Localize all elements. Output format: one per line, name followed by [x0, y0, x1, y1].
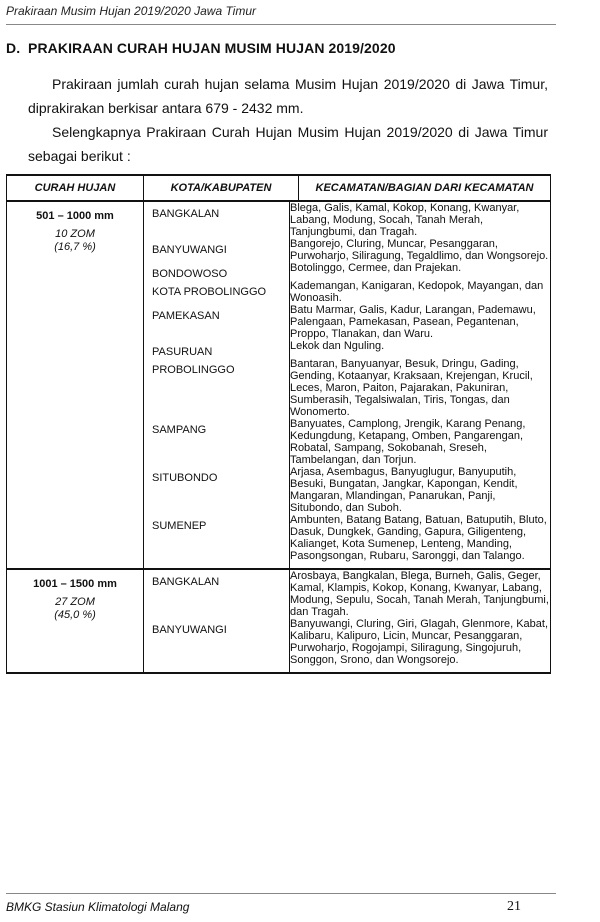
section-heading [6, 40, 396, 56]
rainfall-group-row [7, 201, 551, 569]
regency-name: PASURUAN [144, 340, 290, 358]
header-kota-kabupaten: KOTA/KABUPATEN [144, 175, 299, 201]
page-number: 21 [507, 899, 521, 914]
table-row [144, 358, 550, 418]
district-list: Banyuwangi, Cluring, Giri, Glagah, Glenmore, Kabat, Kalibaru, Kalipuro, Licin, Muncar, Pesanggaran, Purwoharjo, Rogojampi, Siliragung, Singojuruh, Songgon, Srono, dan Wongsorejo. [290, 618, 549, 666]
followup-paragraph-text: Selengkapnya Prakiraan Curah Hujan Musim Hujan 2019/2020 di Jawa Timur sebagai berikut : [28, 124, 548, 164]
spacer-divider [144, 562, 290, 568]
regency-name: BONDOWOSO [144, 262, 290, 280]
footer-rule [6, 893, 556, 894]
table-row [144, 340, 550, 358]
rainfall-range: 501 – 1000 mm [36, 210, 114, 222]
followup-paragraph [28, 120, 548, 168]
zom-percent: (45,0 %) [54, 609, 96, 621]
header-rule [6, 24, 556, 25]
row-spacer [144, 666, 550, 672]
table-row [144, 262, 550, 280]
regency-name: PROBOLINGGO [144, 358, 290, 418]
regency-district-cell [144, 569, 551, 673]
section-letter: D. [6, 40, 21, 56]
district-list: Bantaran, Banyuanyar, Besuk, Dringu, Gading, Gending, Kotaanyar, Kraksaan, Krejengan, Krucil, Leces, Maron, Paiton, Pajarakan, Pakuniran, Sumberasih, Tegalsiwalan, Tiris, Tongas, dan Wonomerto. [290, 358, 533, 418]
header-kecamatan: KECAMATAN/BAGIAN DARI KECAMATAN [299, 175, 551, 201]
table-row [144, 280, 550, 304]
regency-name: SITUBONDO [144, 466, 290, 514]
footer-institution: BMKG Stasiun Klimatologi Malang [6, 900, 190, 914]
regency-name: BANGKALAN [144, 570, 290, 618]
spacer-divider [144, 666, 290, 672]
district-list: Botolinggo, Cermee, dan Prajekan. [290, 262, 462, 274]
regency-name: BANGKALAN [144, 202, 290, 238]
district-list: Lekok dan Nguling. [290, 340, 385, 352]
regency-name: SAMPANG [144, 418, 290, 466]
regency-name: BANYUWANGI [144, 618, 290, 666]
rainfall-table [6, 174, 551, 674]
district-list: Bangorejo, Cluring, Muncar, Pesanggaran, Purwoharjo, Siliragung, Tegaldlimo, dan Wongsorejo. [290, 238, 549, 262]
district-list: Batu Marmar, Galis, Kadur, Larangan, Pademawu, Palengaan, Pamekasan, Pasean, Pegantenan, Proppo, Tlanakan, dan Waru. [290, 304, 536, 340]
row-spacer [144, 562, 550, 568]
regency-name: PAMEKASAN [144, 304, 290, 340]
table-row [144, 618, 550, 666]
district-list: Arosbaya, Bangkalan, Blega, Burneh, Galis, Geger, Kamal, Klampis, Kokop, Konang, Kwanyar, Labang, Modung, Sepulu, Socah, Tanah Merah, Tanjungbumi, dan Tragah. [290, 570, 549, 618]
rainfall-range-cell [7, 201, 144, 569]
district-list: Arjasa, Asembagus, Banyuglugur, Banyuputih, Besuki, Bungatan, Jangkar, Kapongan, Kendit, Mangaran, Mlandingan, Panarukan, Panji, Situbondo, dan Suboh. [290, 466, 518, 514]
district-list: Blega, Galis, Kamal, Kokop, Konang, Kwanyar, Labang, Modung, Socah, Tanah Merah, Tanjungbumi, dan Tragah. [290, 202, 520, 238]
rainfall-range-cell [7, 569, 144, 673]
rainfall-range: 1001 – 1500 mm [33, 578, 117, 590]
table-header-row [7, 175, 551, 201]
zom-count: 27 ZOM [55, 596, 95, 608]
table-row [144, 514, 550, 562]
table-row [144, 202, 550, 238]
regency-name: KOTA PROBOLINGGO [144, 280, 290, 304]
intro-paragraph [28, 72, 548, 120]
zom-percent: (16,7 %) [54, 241, 96, 253]
regency-name: SUMENEP [144, 514, 290, 562]
table-row [144, 304, 550, 340]
table-row [144, 466, 550, 514]
regency-name: BANYUWANGI [144, 238, 290, 262]
district-list: Ambunten, Batang Batang, Batuan, Batuputih, Bluto, Dasuk, Dungkek, Ganding, Gapura, Giligenteng, Kalianget, Kota Sumenep, Lenteng, Manding, Pasongsongan, Rubaru, Saronggi, dan Talango. [290, 514, 547, 562]
intro-paragraph-text: Prakiraan jumlah curah hujan selama Musim Hujan 2019/2020 di Jawa Timur, diprakirakan berkisar antara 679 - 2432 mm. [28, 76, 548, 116]
table-row [144, 238, 550, 262]
section-title: PRAKIRAAN CURAH HUJAN MUSIM HUJAN 2019/2020 [28, 40, 396, 56]
rainfall-group-row [7, 569, 551, 673]
regency-district-cell [144, 201, 551, 569]
table-row [144, 418, 550, 466]
district-list: Banyuates, Camplong, Jrengik, Karang Penang, Kedungdung, Ketapang, Omben, Pangarengan, Robatal, Sampang, Sokobanah, Sreseh, Tambelangan, dan Torjun. [290, 418, 526, 466]
table-row [144, 570, 550, 618]
zom-count: 10 ZOM [55, 228, 95, 240]
district-list: Kademangan, Kanigaran, Kedopok, Mayangan, dan Wonoasih. [290, 280, 544, 304]
running-header: Prakiraan Musim Hujan 2019/2020 Jawa Timur [6, 4, 257, 18]
header-curah-hujan: CURAH HUJAN [7, 175, 144, 201]
